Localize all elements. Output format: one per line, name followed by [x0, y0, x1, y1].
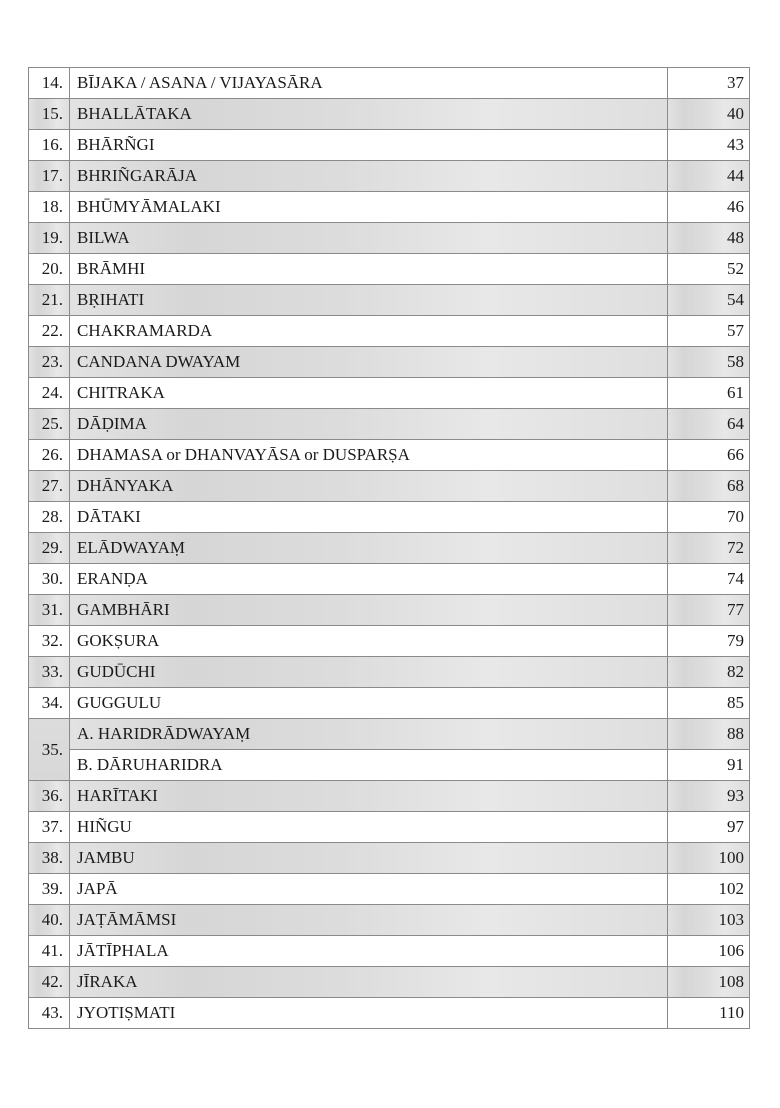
entry-number: 37.	[29, 812, 70, 843]
toc-row	[29, 843, 750, 874]
toc-row	[29, 99, 750, 130]
entry-page-number: 106	[667, 936, 749, 967]
entry-title: CHITRAKA	[70, 378, 668, 409]
toc-row	[29, 595, 750, 626]
entry-number: 35.	[29, 719, 70, 781]
entry-title: B. DĀRUHARIDRA	[70, 750, 668, 781]
entry-page-number: 70	[667, 502, 749, 533]
entry-page-number: 40	[667, 99, 749, 130]
entry-number: 24.	[29, 378, 70, 409]
entry-number: 29.	[29, 533, 70, 564]
toc-row	[29, 657, 750, 688]
entry-number: 26.	[29, 440, 70, 471]
entry-page-number: 103	[667, 905, 749, 936]
entry-number: 33.	[29, 657, 70, 688]
entry-page-number: 46	[667, 192, 749, 223]
entry-page-number: 61	[667, 378, 749, 409]
entry-page-number: 82	[667, 657, 749, 688]
entry-title: ERANḌA	[70, 564, 668, 595]
entry-page-number: 74	[667, 564, 749, 595]
toc-row	[29, 502, 750, 533]
entry-page-number: 102	[667, 874, 749, 905]
entry-number: 15.	[29, 99, 70, 130]
entry-title: A. HARIDRĀDWAYAṂ	[70, 719, 668, 750]
entry-title: DHĀNYAKA	[70, 471, 668, 502]
entry-title: ELĀDWAYAṂ	[70, 533, 668, 564]
toc-row	[29, 626, 750, 657]
entry-title: JAMBU	[70, 843, 668, 874]
entry-page-number: 100	[667, 843, 749, 874]
toc-body	[29, 68, 750, 1029]
entry-page-number: 43	[667, 130, 749, 161]
entry-number: 28.	[29, 502, 70, 533]
toc-row	[29, 967, 750, 998]
entry-title: GOKṢURA	[70, 626, 668, 657]
entry-number: 30.	[29, 564, 70, 595]
toc-row	[29, 781, 750, 812]
toc-row	[29, 688, 750, 719]
entry-number: 19.	[29, 223, 70, 254]
entry-page-number: 108	[667, 967, 749, 998]
toc-row	[29, 471, 750, 502]
entry-page-number: 77	[667, 595, 749, 626]
entry-title: CANDANA DWAYAM	[70, 347, 668, 378]
entry-title: BILWA	[70, 223, 668, 254]
entry-title: GUGGULU	[70, 688, 668, 719]
entry-number: 34.	[29, 688, 70, 719]
entry-number: 25.	[29, 409, 70, 440]
entry-number: 21.	[29, 285, 70, 316]
toc-row	[29, 812, 750, 843]
toc-row	[29, 316, 750, 347]
entry-title: BHALLĀTAKA	[70, 99, 668, 130]
entry-page-number: 48	[667, 223, 749, 254]
entry-page-number: 57	[667, 316, 749, 347]
entry-number: 31.	[29, 595, 70, 626]
entry-page-number: 44	[667, 161, 749, 192]
entry-title: BHŪMYĀMALAKI	[70, 192, 668, 223]
entry-title: BHRIÑGARĀJA	[70, 161, 668, 192]
toc-row	[29, 719, 750, 750]
entry-page-number: 64	[667, 409, 749, 440]
entry-title: JAPĀ	[70, 874, 668, 905]
toc-row	[29, 130, 750, 161]
toc-row	[29, 905, 750, 936]
toc-row	[29, 223, 750, 254]
entry-page-number: 58	[667, 347, 749, 378]
entry-page-number: 54	[667, 285, 749, 316]
entry-page-number: 91	[667, 750, 749, 781]
entry-title: HARĪTAKI	[70, 781, 668, 812]
entry-title: BṚIHATI	[70, 285, 668, 316]
entry-page-number: 93	[667, 781, 749, 812]
entry-number: 40.	[29, 905, 70, 936]
entry-page-number: 52	[667, 254, 749, 285]
entry-title: BRĀMHI	[70, 254, 668, 285]
entry-title: HIÑGU	[70, 812, 668, 843]
entry-number: 18.	[29, 192, 70, 223]
toc-row	[29, 68, 750, 99]
entry-title: BĪJAKA / ASANA / VIJAYASĀRA	[70, 68, 668, 99]
table-of-contents	[28, 67, 750, 1029]
entry-number: 36.	[29, 781, 70, 812]
toc-row	[29, 285, 750, 316]
entry-page-number: 85	[667, 688, 749, 719]
entry-number: 20.	[29, 254, 70, 285]
toc-row	[29, 440, 750, 471]
entry-number: 27.	[29, 471, 70, 502]
toc-row	[29, 936, 750, 967]
entry-title: CHAKRAMARDA	[70, 316, 668, 347]
entry-page-number: 97	[667, 812, 749, 843]
entry-title: GUDŪCHI	[70, 657, 668, 688]
entry-number: 14.	[29, 68, 70, 99]
toc-row	[29, 254, 750, 285]
toc-row	[29, 533, 750, 564]
entry-page-number: 68	[667, 471, 749, 502]
entry-page-number: 66	[667, 440, 749, 471]
toc-row	[29, 409, 750, 440]
entry-page-number: 88	[667, 719, 749, 750]
entry-title: DĀTAKI	[70, 502, 668, 533]
entry-title: JĪRAKA	[70, 967, 668, 998]
toc-row	[29, 378, 750, 409]
entry-title: BHĀRÑGI	[70, 130, 668, 161]
entry-number: 32.	[29, 626, 70, 657]
entry-number: 41.	[29, 936, 70, 967]
entry-page-number: 110	[667, 998, 749, 1029]
toc-row	[29, 874, 750, 905]
entry-title: JĀTĪPHALA	[70, 936, 668, 967]
entry-page-number: 79	[667, 626, 749, 657]
entry-number: 23.	[29, 347, 70, 378]
toc-row	[29, 161, 750, 192]
entry-page-number: 72	[667, 533, 749, 564]
entry-title: DĀḌIMA	[70, 409, 668, 440]
entry-number: 43.	[29, 998, 70, 1029]
toc-row	[29, 998, 750, 1029]
entry-number: 16.	[29, 130, 70, 161]
entry-number: 39.	[29, 874, 70, 905]
toc-row	[29, 564, 750, 595]
entry-number: 42.	[29, 967, 70, 998]
entry-title: DHAMASA or DHANVAYĀSA or DUSPARṢA	[70, 440, 668, 471]
toc-row	[29, 750, 750, 781]
entry-title: GAMBHĀRI	[70, 595, 668, 626]
toc-row	[29, 347, 750, 378]
entry-number: 17.	[29, 161, 70, 192]
entry-page-number: 37	[667, 68, 749, 99]
toc-row	[29, 192, 750, 223]
entry-title: JYOTIṢMATI	[70, 998, 668, 1029]
entry-number: 38.	[29, 843, 70, 874]
entry-title: JAṬĀMĀMSI	[70, 905, 668, 936]
entry-number: 22.	[29, 316, 70, 347]
